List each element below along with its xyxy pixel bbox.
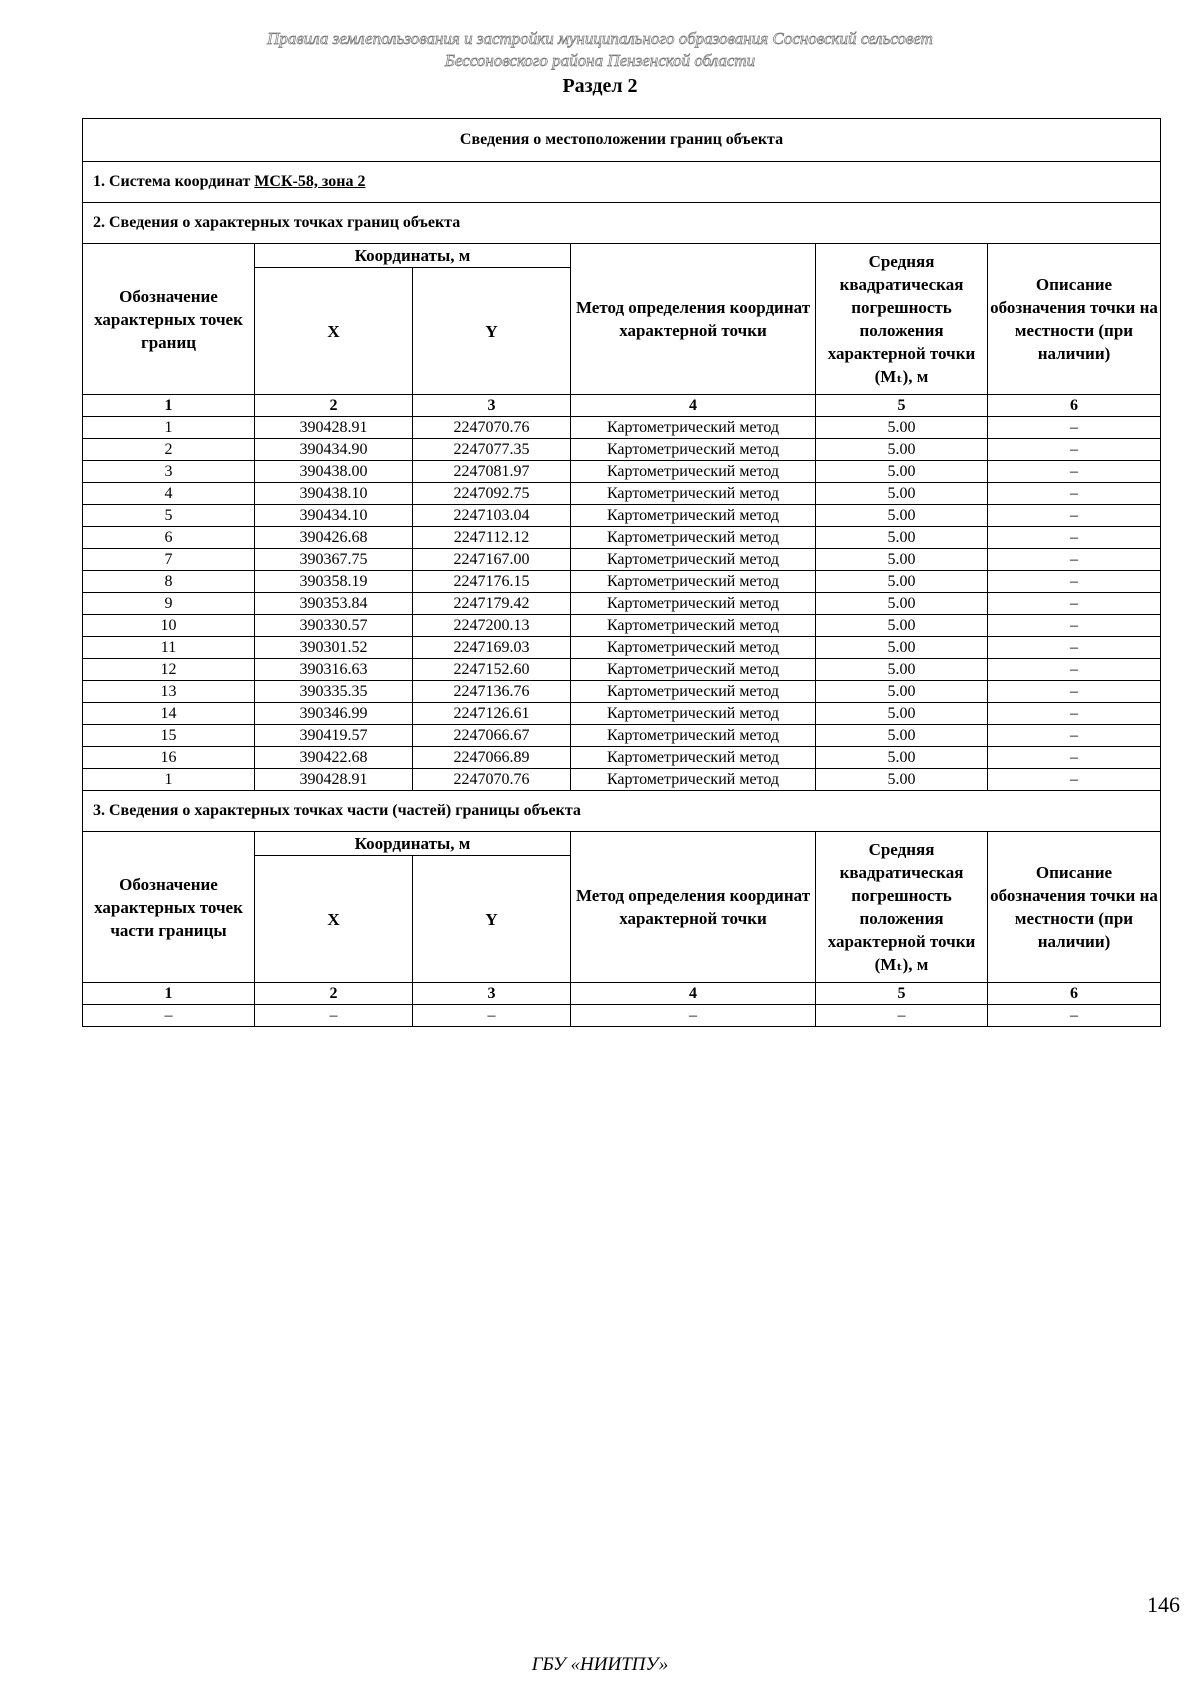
table-row <box>83 747 1161 769</box>
header-error: Средняя квадратическая погрешность положения характерной точки (Mₜ), м <box>816 244 988 395</box>
point-id-cell: 15 <box>83 725 255 747</box>
coord-y-cell: 2247126.61 <box>413 703 571 725</box>
table-row <box>83 725 1161 747</box>
table-row <box>83 527 1161 549</box>
header-method-part: Метод определения координат характерной точки <box>571 832 816 983</box>
table-row <box>83 703 1161 725</box>
method-cell: Картометрический метод <box>571 549 816 571</box>
point-id-cell: 5 <box>83 505 255 527</box>
coord-y-cell: 2247112.12 <box>413 527 571 549</box>
coord-y-cell: 2247167.00 <box>413 549 571 571</box>
table-row <box>83 439 1161 461</box>
header-error-part: Средняя квадратическая погрешность положения характерной точки (Mₜ), м <box>816 832 988 983</box>
coord-x-cell: 390335.35 <box>255 681 413 703</box>
coord-x-cell: 390426.68 <box>255 527 413 549</box>
method-cell: Картометрический метод <box>571 637 816 659</box>
method-cell: Картометрический метод <box>571 659 816 681</box>
coord-x-cell: – <box>255 1005 413 1027</box>
table-row <box>83 637 1161 659</box>
description-cell: – <box>988 527 1161 549</box>
coord-x-cell: 390330.57 <box>255 615 413 637</box>
part2-title: 2. Сведения о характерных точках границ объекта <box>83 203 1161 244</box>
point-id-cell: 13 <box>83 681 255 703</box>
error-cell: 5.00 <box>816 703 988 725</box>
section-title: Раздел 2 <box>562 75 638 97</box>
coord-y-cell: 2247152.60 <box>413 659 571 681</box>
coord-x-cell: 390316.63 <box>255 659 413 681</box>
coord-x-cell: 390438.00 <box>255 461 413 483</box>
coord-x-cell: 390428.91 <box>255 417 413 439</box>
header-x: X <box>255 268 413 395</box>
method-cell: Картометрический метод <box>571 725 816 747</box>
document-footer: ГБУ «НИИТПУ» <box>531 1654 669 1675</box>
table-row <box>83 549 1161 571</box>
method-cell: – <box>571 1005 816 1027</box>
coord-x-cell: 390358.19 <box>255 571 413 593</box>
header-y: Y <box>413 268 571 395</box>
description-cell: – <box>988 1005 1161 1027</box>
error-cell: 5.00 <box>816 681 988 703</box>
header-designation: Обозначение характерных точек границ <box>83 244 255 395</box>
method-cell: Картометрический метод <box>571 703 816 725</box>
table-caption: Сведения о местоположении границ объекта <box>83 119 1161 162</box>
error-cell: 5.00 <box>816 549 988 571</box>
method-cell: Картометрический метод <box>571 615 816 637</box>
point-id-cell: 9 <box>83 593 255 615</box>
point-id-cell: 6 <box>83 527 255 549</box>
description-cell: – <box>988 549 1161 571</box>
table-row <box>83 615 1161 637</box>
coord-x-cell: 390434.90 <box>255 439 413 461</box>
coord-x-cell: 390346.99 <box>255 703 413 725</box>
method-cell: Картометрический метод <box>571 593 816 615</box>
point-id-cell: – <box>83 1005 255 1027</box>
column-number: 6 <box>988 395 1161 417</box>
coord-y-cell: 2247070.76 <box>413 417 571 439</box>
point-id-cell: 1 <box>83 417 255 439</box>
description-cell: – <box>988 483 1161 505</box>
method-cell: Картометрический метод <box>571 505 816 527</box>
coord-y-cell: 2247081.97 <box>413 461 571 483</box>
method-cell: Картометрический метод <box>571 483 816 505</box>
header-coords: Координаты, м <box>255 244 571 268</box>
page-number: 146 <box>1147 1592 1180 1617</box>
part3-title: 3. Сведения о характерных точках части (частей) границы объекта <box>83 791 1161 832</box>
table-row <box>83 1005 1161 1027</box>
point-id-cell: 10 <box>83 615 255 637</box>
description-cell: – <box>988 417 1161 439</box>
description-cell: – <box>988 615 1161 637</box>
coord-x-cell: 390301.52 <box>255 637 413 659</box>
point-id-cell: 2 <box>83 439 255 461</box>
coord-y-cell: 2247176.15 <box>413 571 571 593</box>
header-method: Метод определения координат характерной точки <box>571 244 816 395</box>
coord-system-row <box>83 162 1161 203</box>
coord-y-cell: – <box>413 1005 571 1027</box>
point-id-cell: 11 <box>83 637 255 659</box>
header-description-part: Описание обозначения точки на местности (при наличии) <box>988 832 1161 983</box>
error-cell: 5.00 <box>816 461 988 483</box>
method-cell: Картометрический метод <box>571 527 816 549</box>
coord-x-cell: 390434.10 <box>255 505 413 527</box>
table-row <box>83 659 1161 681</box>
point-id-cell: 14 <box>83 703 255 725</box>
column-number-row <box>83 983 1161 1005</box>
description-cell: – <box>988 461 1161 483</box>
point-id-cell: 16 <box>83 747 255 769</box>
header-y-part: Y <box>413 856 571 983</box>
error-cell: – <box>816 1005 988 1027</box>
description-cell: – <box>988 439 1161 461</box>
table-row <box>83 461 1161 483</box>
coord-x-cell: 390353.84 <box>255 593 413 615</box>
method-cell: Картометрический метод <box>571 417 816 439</box>
coord-y-cell: 2247070.76 <box>413 769 571 791</box>
method-cell: Картометрический метод <box>571 571 816 593</box>
table-row <box>83 417 1161 439</box>
column-number: 4 <box>571 983 816 1005</box>
header-description: Описание обозначения точки на местности (при наличии) <box>988 244 1161 395</box>
description-cell: – <box>988 769 1161 791</box>
column-number: 1 <box>83 983 255 1005</box>
table-row <box>83 681 1161 703</box>
method-cell: Картометрический метод <box>571 681 816 703</box>
coord-system-label: 1. Система координат <box>93 173 255 190</box>
column-number: 5 <box>816 983 988 1005</box>
column-number: 5 <box>816 395 988 417</box>
description-cell: – <box>988 571 1161 593</box>
table-row <box>83 505 1161 527</box>
table-row <box>83 483 1161 505</box>
point-id-cell: 4 <box>83 483 255 505</box>
point-id-cell: 8 <box>83 571 255 593</box>
coord-y-cell: 2247066.67 <box>413 725 571 747</box>
description-cell: – <box>988 725 1161 747</box>
coord-y-cell: 2247077.35 <box>413 439 571 461</box>
description-cell: – <box>988 637 1161 659</box>
error-cell: 5.00 <box>816 593 988 615</box>
description-cell: – <box>988 659 1161 681</box>
description-cell: – <box>988 505 1161 527</box>
error-cell: 5.00 <box>816 747 988 769</box>
error-cell: 5.00 <box>816 527 988 549</box>
table-row <box>83 769 1161 791</box>
point-id-cell: 1 <box>83 769 255 791</box>
description-cell: – <box>988 681 1161 703</box>
method-cell: Картометрический метод <box>571 461 816 483</box>
description-cell: – <box>988 593 1161 615</box>
column-number: 2 <box>255 395 413 417</box>
coord-x-cell: 390438.10 <box>255 483 413 505</box>
coord-y-cell: 2247066.89 <box>413 747 571 769</box>
error-cell: 5.00 <box>816 725 988 747</box>
header-coords-part: Координаты, м <box>255 832 571 856</box>
coord-y-cell: 2247092.75 <box>413 483 571 505</box>
coord-y-cell: 2247103.04 <box>413 505 571 527</box>
boundary-table <box>82 118 1161 1027</box>
point-id-cell: 12 <box>83 659 255 681</box>
coord-y-cell: 2247169.03 <box>413 637 571 659</box>
error-cell: 5.00 <box>816 615 988 637</box>
error-cell: 5.00 <box>816 769 988 791</box>
point-id-cell: 7 <box>83 549 255 571</box>
error-cell: 5.00 <box>816 417 988 439</box>
column-number: 4 <box>571 395 816 417</box>
method-cell: Картометрический метод <box>571 439 816 461</box>
error-cell: 5.00 <box>816 505 988 527</box>
header-designation-part: Обозначение характерных точек части границы <box>83 832 255 983</box>
header-x-part: X <box>255 856 413 983</box>
column-number: 1 <box>83 395 255 417</box>
column-number: 6 <box>988 983 1161 1005</box>
document-header <box>0 28 1200 72</box>
error-cell: 5.00 <box>816 483 988 505</box>
error-cell: 5.00 <box>816 637 988 659</box>
header-line-2: Бессоновского района Пензенской области <box>444 51 756 70</box>
error-cell: 5.00 <box>816 571 988 593</box>
error-cell: 5.00 <box>816 659 988 681</box>
method-cell: Картометрический метод <box>571 769 816 791</box>
coord-y-cell: 2247200.13 <box>413 615 571 637</box>
table-row <box>83 593 1161 615</box>
coord-system-value: МСК-58, зона 2 <box>254 173 366 190</box>
error-cell: 5.00 <box>816 439 988 461</box>
coord-x-cell: 390367.75 <box>255 549 413 571</box>
method-cell: Картометрический метод <box>571 747 816 769</box>
column-number: 3 <box>413 395 571 417</box>
description-cell: – <box>988 747 1161 769</box>
coord-y-cell: 2247179.42 <box>413 593 571 615</box>
column-number-row <box>83 395 1161 417</box>
table-row <box>83 571 1161 593</box>
coord-x-cell: 390419.57 <box>255 725 413 747</box>
description-cell: – <box>988 703 1161 725</box>
column-number: 2 <box>255 983 413 1005</box>
coord-x-cell: 390422.68 <box>255 747 413 769</box>
column-number: 3 <box>413 983 571 1005</box>
header-line-1: Правила землепользования и застройки муниципального образования Сосновский сельсовет <box>267 29 933 48</box>
point-id-cell: 3 <box>83 461 255 483</box>
coord-x-cell: 390428.91 <box>255 769 413 791</box>
coord-y-cell: 2247136.76 <box>413 681 571 703</box>
